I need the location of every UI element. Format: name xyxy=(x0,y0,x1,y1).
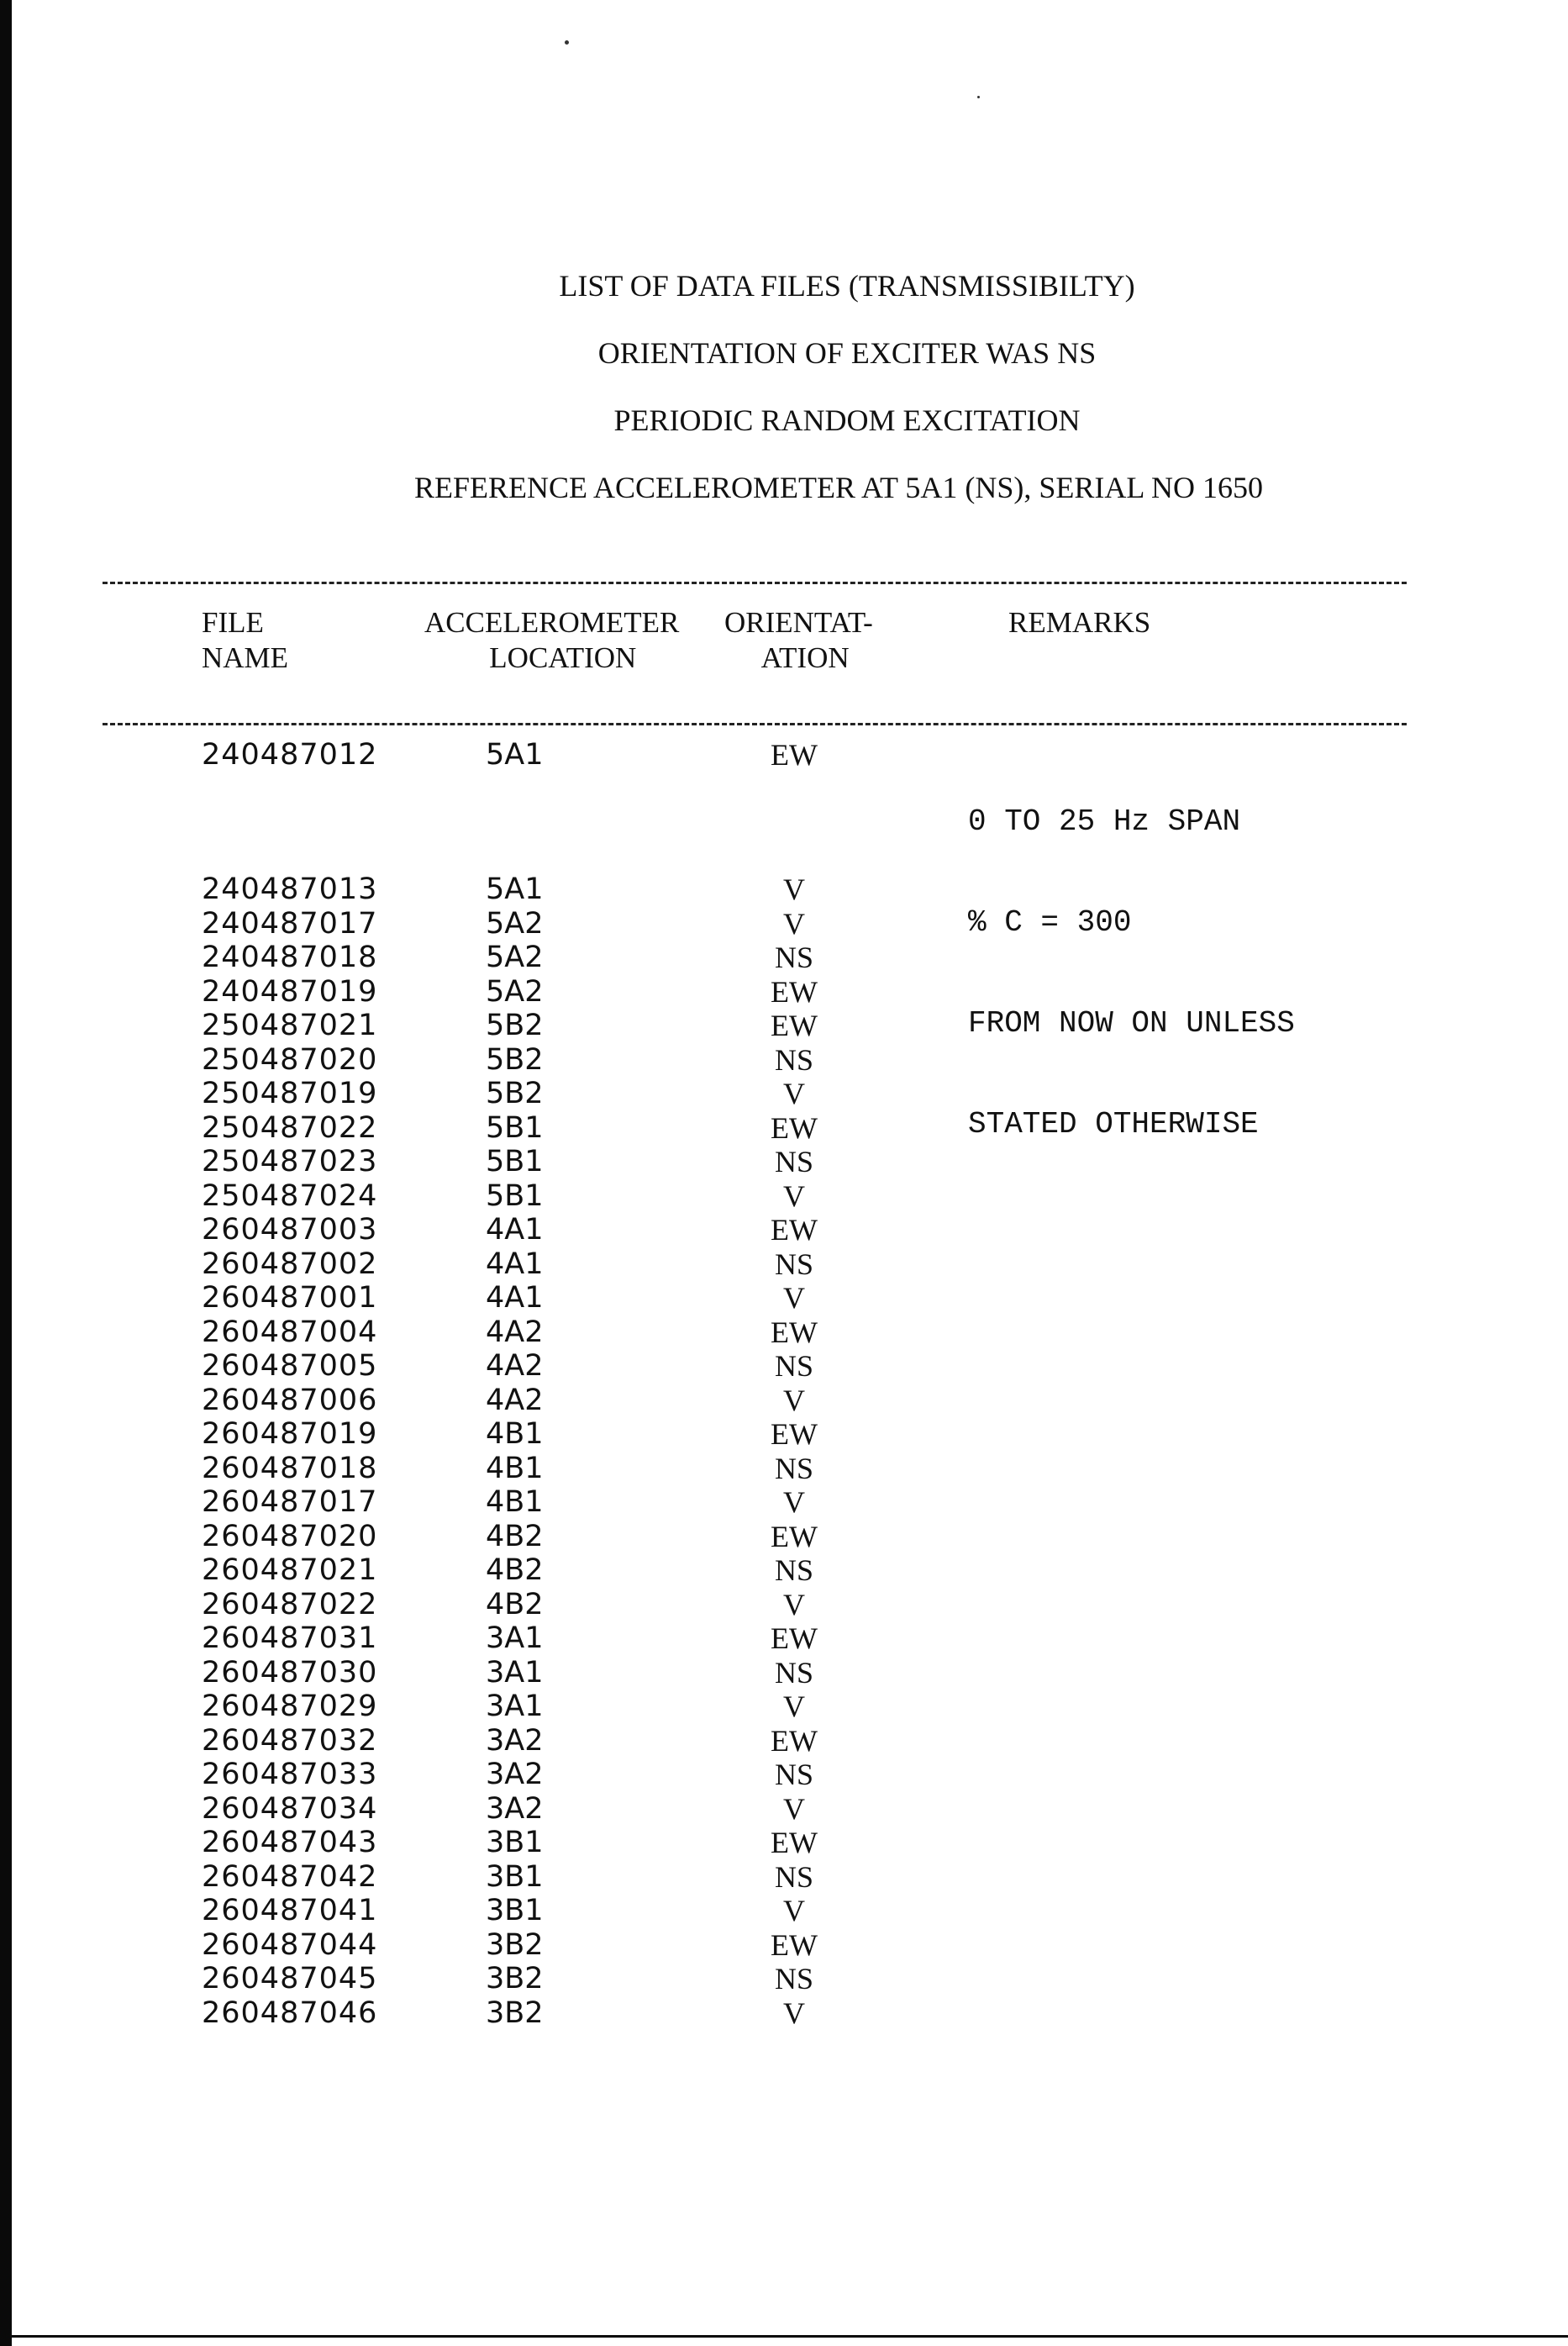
location-cell: 3B1 xyxy=(486,1894,544,1927)
location-cell: 3A2 xyxy=(486,1791,544,1826)
table-row xyxy=(0,1006,1568,1043)
excitation-type-line: PERIODIC RANDOM EXCITATION xyxy=(613,403,1081,437)
table-row xyxy=(0,1928,1568,1963)
orientation-cell: NS xyxy=(774,1758,814,1791)
data-file-table xyxy=(0,738,1568,2030)
orientation-cell: NS xyxy=(774,1145,814,1178)
location-cell: 5B1 xyxy=(486,1178,544,1213)
file-name-cell: 250487024 xyxy=(202,1178,378,1213)
location-cell: 5A2 xyxy=(486,974,544,1009)
location-cell: 5A2 xyxy=(486,906,544,941)
orientation-cell: EW xyxy=(771,1621,818,1655)
location-cell: 3A2 xyxy=(486,1758,544,1791)
location-cell: 3A1 xyxy=(486,1621,544,1655)
location-cell: 5B2 xyxy=(486,1042,544,1077)
file-name-cell: 240487012 xyxy=(202,738,378,772)
table-row xyxy=(0,1349,1568,1384)
file-name-cell: 250487022 xyxy=(202,1110,378,1145)
location-cell: 5B2 xyxy=(486,1077,544,1110)
remarks-line: 0 TO 25 Hz SPAN xyxy=(968,804,1241,839)
table-row xyxy=(0,1520,1568,1554)
orientation-cell: NS xyxy=(774,1962,814,1995)
remarks-line: % C = 300 xyxy=(968,905,1132,940)
file-name-cell: 260487041 xyxy=(202,1894,378,1927)
document-title: LIST OF DATA FILES (TRANSMISSIBILTY) xyxy=(559,269,1135,303)
file-name-cell: 260487001 xyxy=(202,1281,378,1315)
orientation-cell: NS xyxy=(774,1655,814,1690)
location-cell: 4A2 xyxy=(486,1315,544,1349)
file-name-cell: 260487034 xyxy=(202,1791,378,1826)
table-row xyxy=(0,1485,1568,1520)
file-name-cell: 260487005 xyxy=(202,1349,378,1383)
location-cell: 5B2 xyxy=(486,1009,544,1042)
file-name-cell: 260487045 xyxy=(202,1962,378,1995)
column-header-orientation: ORIENTAT- ATION xyxy=(724,606,873,674)
remarks-line: STATED OTHERWISE xyxy=(968,1107,1259,1141)
orientation-cell: EW xyxy=(771,1826,818,1859)
column-header-accelerometer-location: ACCELEROMETER LOCATION xyxy=(424,606,680,674)
table-row xyxy=(0,1860,1568,1895)
table-row xyxy=(0,907,1568,941)
file-name-cell: 250487023 xyxy=(202,1145,378,1178)
table-row xyxy=(0,1247,1568,1282)
file-name-cell: 260487030 xyxy=(202,1655,378,1690)
orientation-cell: EW xyxy=(771,1723,818,1758)
table-row xyxy=(0,1996,1568,2031)
orientation-cell: V xyxy=(783,906,805,941)
orientation-cell: NS xyxy=(774,1859,814,1894)
table-row xyxy=(0,1452,1568,1486)
orientation-cell: EW xyxy=(771,974,818,1009)
file-name-cell: 260487032 xyxy=(202,1723,378,1758)
orientation-cell: V xyxy=(783,1587,805,1621)
file-name-cell: 260487044 xyxy=(202,1927,378,1962)
location-cell: 3B1 xyxy=(486,1826,544,1859)
location-cell: 3B2 xyxy=(486,1927,544,1962)
file-name-cell: 250487020 xyxy=(202,1042,378,1077)
table-row xyxy=(0,975,1568,1010)
table-row xyxy=(0,1043,1568,1078)
location-cell: 4B2 xyxy=(486,1553,544,1587)
orientation-cell: NS xyxy=(774,1451,814,1485)
file-name-cell: 260487043 xyxy=(202,1826,378,1859)
orientation-cell: NS xyxy=(774,1553,814,1587)
location-cell: 5B1 xyxy=(486,1110,544,1145)
location-cell: 4B2 xyxy=(486,1587,544,1621)
orientation-cell: V xyxy=(783,1995,805,2030)
column-header-file-name: FILE NAME xyxy=(202,606,289,674)
table-row xyxy=(0,1315,1568,1350)
table-row xyxy=(0,1553,1568,1588)
orientation-cell: NS xyxy=(774,1349,814,1383)
table-row xyxy=(0,1724,1568,1758)
file-name-cell: 250487021 xyxy=(202,1009,378,1042)
location-cell: 3A2 xyxy=(486,1723,544,1758)
orientation-cell: V xyxy=(783,1690,805,1723)
file-name-cell: 240487013 xyxy=(202,873,378,906)
table-row xyxy=(0,1758,1568,1792)
file-name-cell: 260487019 xyxy=(202,1417,378,1451)
location-cell: 4A2 xyxy=(486,1349,544,1383)
table-row xyxy=(0,1281,1568,1315)
orientation-cell: V xyxy=(783,1281,805,1315)
location-cell: 4A1 xyxy=(486,1247,544,1281)
location-cell: 3B2 xyxy=(486,1995,544,2030)
table-row xyxy=(0,1656,1568,1690)
table-row xyxy=(0,1384,1568,1418)
location-cell: 3B2 xyxy=(486,1962,544,1995)
exciter-orientation-line: ORIENTATION OF EXCITER WAS NS xyxy=(597,336,1097,370)
location-cell: 3A1 xyxy=(486,1690,544,1723)
file-name-cell: 260487042 xyxy=(202,1859,378,1894)
file-name-cell: 260487046 xyxy=(202,1995,378,2030)
orientation-cell: NS xyxy=(774,941,814,974)
file-name-cell: 260487029 xyxy=(202,1690,378,1723)
table-row xyxy=(0,1826,1568,1860)
orientation-cell: V xyxy=(783,873,805,906)
table-row xyxy=(0,1111,1568,1146)
table-row xyxy=(0,1179,1568,1214)
table-row xyxy=(0,1894,1568,1928)
table-row xyxy=(0,1621,1568,1656)
file-name-cell: 260487002 xyxy=(202,1247,378,1281)
orientation-cell: V xyxy=(783,1383,805,1417)
table-row xyxy=(0,1792,1568,1827)
file-name-cell: 260487020 xyxy=(202,1519,378,1553)
orientation-cell: V xyxy=(783,1791,805,1826)
location-cell: 4A1 xyxy=(486,1213,544,1247)
orientation-cell: V xyxy=(783,1077,805,1110)
orientation-cell: V xyxy=(783,1178,805,1213)
location-cell: 3A1 xyxy=(486,1655,544,1690)
page-bottom-edge xyxy=(0,2335,1568,2338)
orientation-cell: EW xyxy=(771,1417,818,1451)
location-cell: 4B1 xyxy=(486,1417,544,1451)
table-row xyxy=(0,1690,1568,1724)
location-cell: 5A1 xyxy=(486,738,544,772)
table-row xyxy=(0,1962,1568,1996)
file-name-cell: 260487018 xyxy=(202,1451,378,1485)
orientation-cell: EW xyxy=(771,1315,818,1349)
remarks-line: FROM NOW ON UNLESS xyxy=(968,1006,1295,1041)
orientation-cell: EW xyxy=(771,1213,818,1247)
column-header-remarks: REMARKS xyxy=(1008,606,1151,639)
location-cell: 4B2 xyxy=(486,1519,544,1553)
location-cell: 4B1 xyxy=(486,1485,544,1519)
file-name-cell: 260487004 xyxy=(202,1315,378,1349)
table-row xyxy=(0,1213,1568,1247)
file-name-cell: 250487019 xyxy=(202,1077,378,1110)
table-header-rule xyxy=(103,723,1407,725)
location-cell: 4A1 xyxy=(486,1281,544,1315)
orientation-cell: V xyxy=(783,1894,805,1927)
location-cell: 4A2 xyxy=(486,1383,544,1417)
table-row xyxy=(0,1077,1568,1111)
orientation-cell: NS xyxy=(774,1247,814,1281)
table-row xyxy=(0,941,1568,975)
file-name-cell: 240487019 xyxy=(202,974,378,1009)
location-cell: 3B1 xyxy=(486,1859,544,1894)
file-name-cell: 260487021 xyxy=(202,1553,378,1587)
location-cell: 4B1 xyxy=(486,1451,544,1485)
orientation-cell: EW xyxy=(771,738,818,772)
orientation-cell: V xyxy=(783,1485,805,1519)
file-name-cell: 260487003 xyxy=(202,1213,378,1247)
scan-speck xyxy=(977,96,980,98)
file-name-cell: 260487006 xyxy=(202,1383,378,1417)
file-name-cell: 260487031 xyxy=(202,1621,378,1655)
table-row xyxy=(0,1145,1568,1179)
table-row xyxy=(0,1588,1568,1622)
table-top-rule xyxy=(103,582,1407,584)
table-row xyxy=(0,873,1568,907)
file-name-cell: 260487017 xyxy=(202,1485,378,1519)
scan-speck xyxy=(565,40,569,45)
orientation-cell: EW xyxy=(771,1009,818,1042)
table-row xyxy=(0,1417,1568,1452)
file-name-cell: 260487022 xyxy=(202,1587,378,1621)
orientation-cell: EW xyxy=(771,1927,818,1962)
file-name-cell: 240487018 xyxy=(202,941,378,974)
orientation-cell: NS xyxy=(774,1042,814,1077)
orientation-cell: EW xyxy=(771,1110,818,1145)
table-row xyxy=(0,738,1568,873)
location-cell: 5B1 xyxy=(486,1145,544,1178)
orientation-cell: EW xyxy=(771,1519,818,1553)
location-cell: 5A2 xyxy=(486,941,544,974)
file-name-cell: 240487017 xyxy=(202,906,378,941)
file-name-cell: 260487033 xyxy=(202,1758,378,1791)
location-cell: 5A1 xyxy=(486,873,544,906)
reference-accelerometer-line: REFERENCE ACCELEROMETER AT 5A1 (NS), SERIAL NO 1650 xyxy=(413,471,1264,504)
